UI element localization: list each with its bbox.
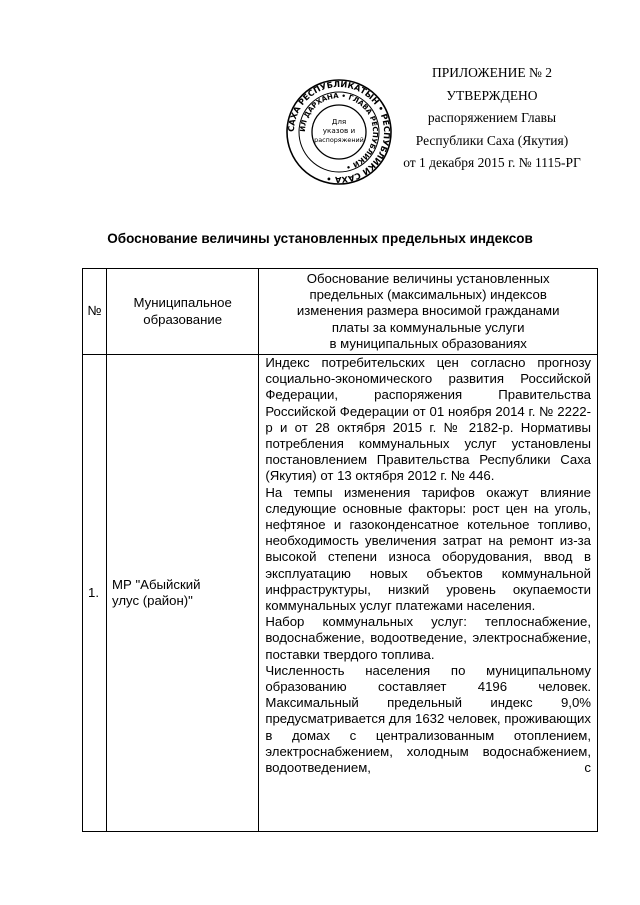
approved-label: УТВЕРЖДЕНО: [446, 87, 538, 103]
row-municipality-line-2: улус (район)": [112, 593, 193, 609]
approval-line-2: Республики Саха (Якутия): [415, 132, 569, 148]
justification-paragraph-2: На темпы изменения тарифов окажут влияние следующие основные факторы: рост цен на уголь, нефтяное и газоконденсатное котельное топливо, необходимость увеличения затрат на ремонт из-за высокой степени износа оборудования, ввод в эксплуатацию новых объектов коммунальной инфраструктуры, низкий уровень окупаемости коммунальных услуг платежами населения.: [265, 484, 591, 614]
header-justification-line-2: предельных (максимальных) индексов: [309, 287, 547, 303]
header-justification: [259, 269, 598, 355]
header-municipality: [107, 269, 259, 355]
header-municipality-line-2: образование: [143, 311, 223, 327]
row-municipality: [107, 355, 259, 832]
header-municipality-line-1: Муниципальное: [133, 295, 232, 311]
row-justification: [259, 355, 598, 832]
indices-table: [82, 268, 598, 832]
seal-center-line-2: указов и: [322, 126, 356, 135]
table-row: [83, 355, 598, 832]
approval-line-3: от 1 декабря 2015 г. № 1115-РГ: [403, 155, 581, 170]
header-justification-line-3: изменения размера вносимой гражданами: [296, 303, 560, 319]
appendix-label: ПРИЛОЖЕНИЕ № 2: [431, 65, 553, 80]
header-justification-line-4: платы за коммунальные услуги: [331, 319, 525, 335]
justification-paragraph-3: Набор коммунальных услуг: теплоснабжение, водоснабжение, водоотведение, электроснабжение, поставки твердого топлива.: [265, 614, 591, 662]
justification-paragraph-1: Индекс потребительских цен согласно прогнозу социально-экономического развития Российской Федерации, распоряжения Правительства Российской Федерации от 01 ноября 2014 г. № 2222-р и от 28 октября 2015 г. № 2182-р. Нормативы потребления коммунальных услуг установлены постановлением Правительства Республики Саха (Якутия) от 13 октября 2012 г. № 446.: [265, 355, 591, 484]
row-number: 1.: [83, 355, 107, 832]
approval-line-1: распоряжением Главы: [427, 110, 557, 125]
seal-outer-text: САХА РЕСПУБЛИКАТЫН • РЕСПУБЛИКИ САХА •: [285, 78, 393, 186]
approval-header: [384, 62, 600, 175]
table-header-row: [83, 269, 598, 355]
header-justification-line-5: в муниципальных образованиях: [329, 335, 527, 351]
seal-inner-text: ИЛ ДАРХАНА • ГЛАВА РЕСПУБЛИКИ •: [298, 91, 380, 172]
justification-paragraph-4: Численность населения по муниципальному образованию составляет 4196 человек. Максимальный предельный индекс 9,0% предусматривается для 1632 человек, проживающих в домах с централизованным отоплением, электроснабжением, холодным водоснабжением, водоотведением, с: [265, 662, 591, 776]
row-municipality-line-1: МР "Абыйский: [112, 576, 201, 592]
seal-center-line-3: распоряжений: [314, 136, 364, 144]
document-title: Обоснование величины установленных предельных индексов: [107, 231, 533, 246]
seal-center-line-1: Для: [331, 117, 347, 126]
official-seal-stamp: [285, 78, 393, 186]
header-justification-line-1: Обоснование величины установленных: [306, 271, 550, 286]
header-number: №: [83, 269, 107, 355]
